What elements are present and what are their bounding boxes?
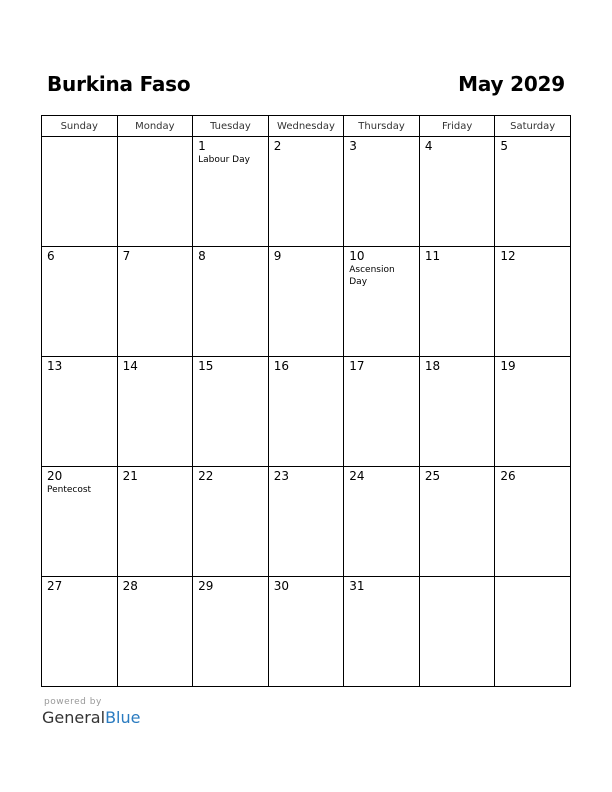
day-cell [193,357,269,467]
day-number: 24 [349,469,365,483]
logo-general-text: General [42,708,106,727]
day-number: 4 [424,139,433,153]
day-number: 20 [47,469,63,483]
day-cell [419,247,495,357]
day-cell [42,467,118,577]
day-number: 28 [122,579,138,593]
day-number: 23 [273,469,289,483]
day-number: 1 [198,139,206,153]
day-cell [193,467,269,577]
day-number: 17 [349,359,365,373]
day-number: 27 [47,579,63,593]
day-number: 30 [273,579,289,593]
weekday-saturday: Saturday [495,116,571,137]
day-number: 5 [500,139,509,153]
day-cell [419,137,495,247]
weekday-monday: Monday [117,116,193,137]
day-number: 29 [198,579,214,593]
day-cell [344,357,420,467]
weekday-sunday: Sunday [42,116,118,137]
day-number: 22 [198,469,214,483]
week-row [42,467,571,577]
day-number: 10 [349,249,365,263]
logo-blue-text: Blue [105,708,141,727]
day-cell [193,137,269,247]
day-number: 15 [198,359,214,373]
day-number: 9 [273,249,282,263]
day-number: 31 [349,579,365,593]
day-cell [268,247,344,357]
day-number: 16 [273,359,289,373]
day-number: 18 [424,359,441,373]
day-cell [268,137,344,247]
calendar-grid [41,115,571,687]
day-number: 3 [349,139,357,153]
weekday-friday: Friday [419,116,495,137]
day-cell [419,577,495,687]
day-cell [495,137,571,247]
day-cell [419,357,495,467]
day-cell [344,577,420,687]
day-cell [193,247,269,357]
day-number: 19 [500,359,516,373]
day-cell [42,247,118,357]
powered-by-label: powered by [44,697,102,707]
week-row [42,577,571,687]
day-number: 21 [122,469,138,483]
day-cell [117,247,193,357]
holiday-label: Ascension Day [349,265,395,287]
day-cell [495,247,571,357]
day-number: 6 [47,249,55,263]
day-cell [344,137,420,247]
day-cell [117,577,193,687]
generalblue-logo[interactable] [42,708,140,727]
day-cell [495,577,571,687]
day-number: 2 [273,139,282,153]
day-cell [495,357,571,467]
day-number: 11 [424,249,441,263]
weekday-wednesday: Wednesday [268,116,344,137]
day-number: 13 [47,359,63,373]
holiday-label: Labour Day [198,155,250,165]
month-title: May 2029 [458,72,565,96]
week-row [42,357,571,467]
day-number: 25 [424,469,441,483]
day-cell [193,577,269,687]
day-number: 14 [122,359,138,373]
day-cell [419,467,495,577]
country-title: Burkina Faso [47,72,191,96]
day-cell [42,577,118,687]
week-row [42,247,571,357]
day-number: 8 [198,249,206,263]
day-number: 7 [122,249,131,263]
week-row [42,137,571,247]
day-cell [495,467,571,577]
weekday-tuesday: Tuesday [193,116,269,137]
weekday-header-row [42,116,571,137]
day-cell [268,467,344,577]
day-number: 26 [500,469,516,483]
day-cell [344,247,420,357]
day-cell [268,357,344,467]
day-cell [117,137,193,247]
day-cell [42,137,118,247]
weekday-thursday: Thursday [344,116,420,137]
day-cell [117,357,193,467]
day-cell [117,467,193,577]
holiday-label: Pentecost [47,485,92,495]
day-cell [42,357,118,467]
day-cell [268,577,344,687]
day-number: 12 [500,249,516,263]
day-cell [344,467,420,577]
